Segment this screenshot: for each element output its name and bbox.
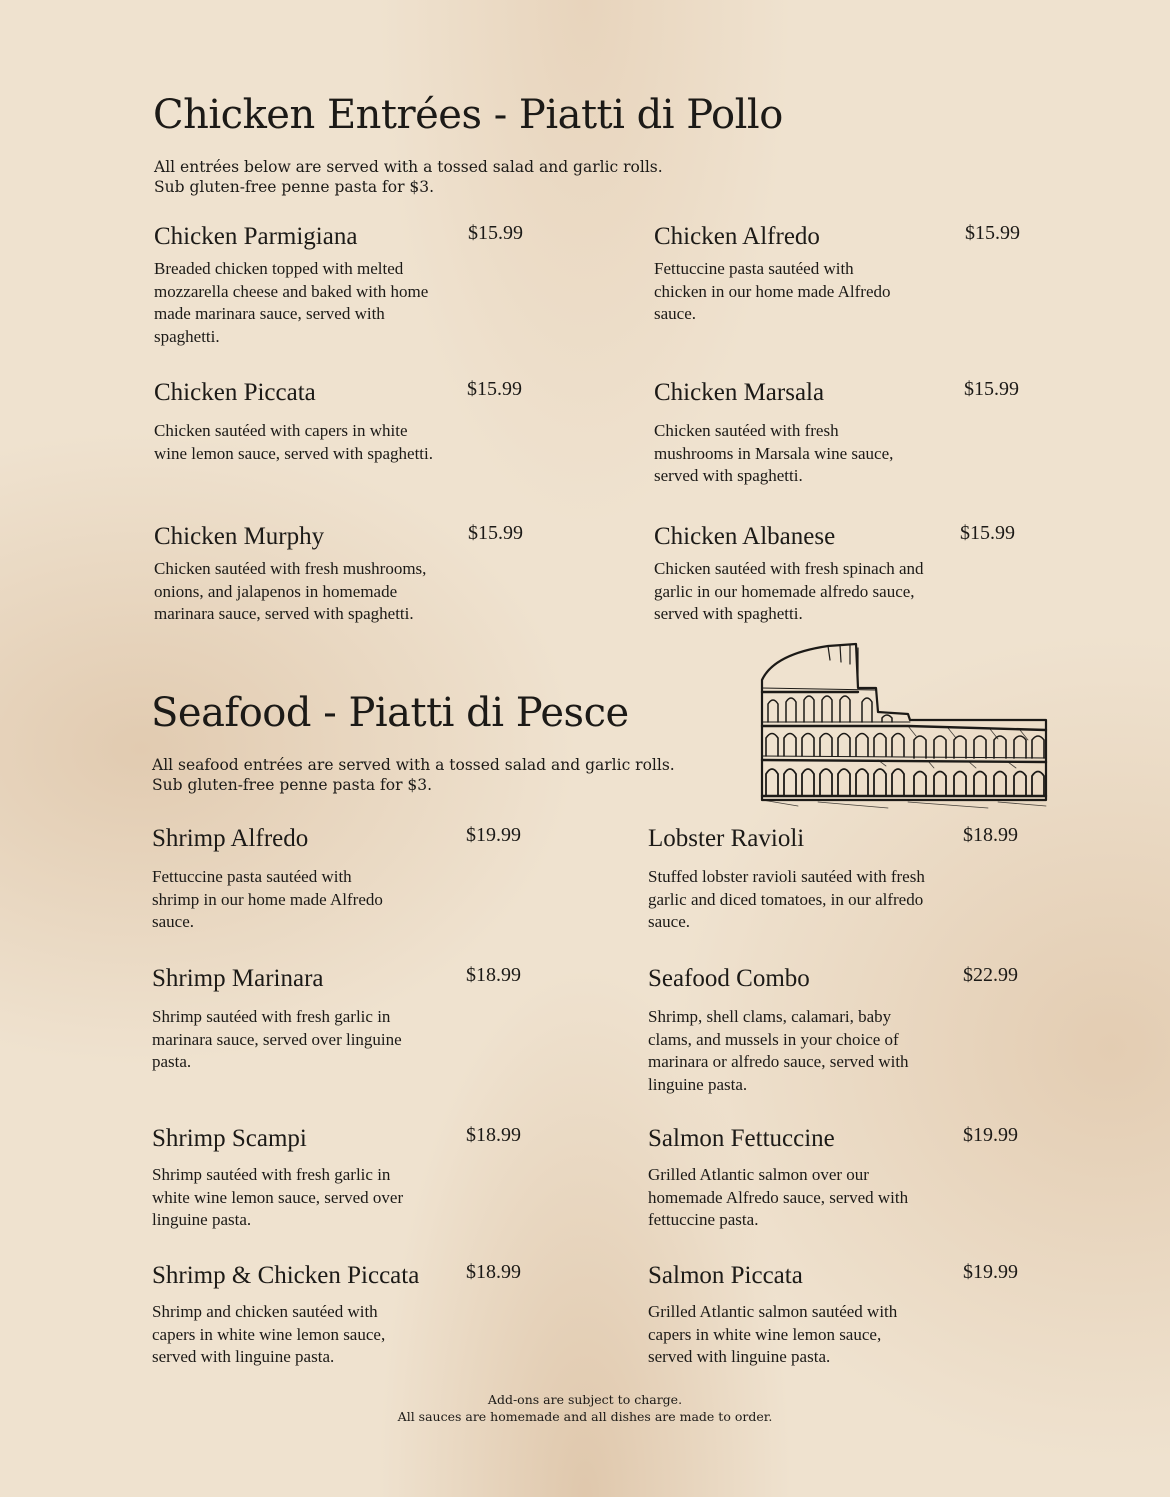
item-price: $18.99 [963, 824, 1018, 846]
item-description: Chicken sautéed with fresh spinach and garlic in our homemade alfredo sauce, served with spaghetti. [654, 559, 924, 623]
item-price: $19.99 [466, 824, 521, 846]
item-price: $15.99 [467, 378, 522, 400]
item-name: Seafood Combo [648, 965, 810, 992]
item-description: Chicken sautéed with capers in white wine lemon sauce, served with spaghetti. [154, 421, 434, 463]
item-description: Grilled Atlantic salmon over our homemade Alfredo sauce, served with fettuccine pasta. [648, 1165, 909, 1229]
item-description: Chicken sautéed with fresh mushrooms in Marsala wine sauce, served with spaghetti. [654, 421, 894, 485]
chicken-section-intro [154, 157, 663, 197]
item-description: Stuffed lobster ravioli sautéed with fresh garlic and diced tomatoes, in our alfredo sauce. [648, 867, 925, 931]
item-price: $19.99 [963, 1261, 1018, 1283]
seafood-intro-line2: Sub gluten-free penne pasta for $3. [152, 776, 433, 794]
item-description: Shrimp, shell clams, calamari, baby clams, and mussels in your choice of marinara or alfredo sauce, served with linguine pasta. [648, 1007, 909, 1094]
item-name: Chicken Piccata [154, 379, 316, 406]
item-price: $18.99 [466, 1261, 521, 1283]
item-name: Chicken Albanese [654, 523, 836, 550]
item-price: $19.99 [963, 1124, 1018, 1146]
item-name: Chicken Murphy [154, 523, 325, 550]
footer-line2: All sauces are homemade and all dishes are made to order. [397, 1409, 773, 1424]
item-price: $18.99 [466, 964, 521, 986]
chicken-intro-line2: Sub gluten-free penne pasta for $3. [154, 178, 435, 196]
item-name: Shrimp Alfredo [152, 825, 309, 852]
item-name: Lobster Ravioli [648, 825, 805, 852]
item-name: Shrimp Marinara [152, 965, 324, 992]
item-description: Shrimp sautéed with fresh garlic in marinara sauce, served over linguine pasta. [152, 1007, 402, 1071]
seafood-section-intro [152, 755, 675, 795]
item-description: Chicken sautéed with fresh mushrooms, onions, and jalapenos in homemade marinara sauce, served with spaghetti. [154, 559, 427, 623]
item-description: Fettuccine pasta sautéed with chicken in our home made Alfredo sauce. [654, 259, 891, 323]
item-description: Breaded chicken topped with melted mozzarella cheese and baked with home made marinara sauce, served with spaghetti. [154, 259, 429, 346]
item-description: Shrimp and chicken sautéed with capers in white wine lemon sauce, served with linguine pasta. [152, 1302, 386, 1366]
menu-footer [0, 1391, 1170, 1425]
item-price: $18.99 [466, 1124, 521, 1146]
item-price: $15.99 [964, 378, 1019, 400]
item-description: Fettuccine pasta sautéed with shrimp in our home made Alfredo sauce. [152, 867, 383, 931]
item-price: $15.99 [965, 222, 1020, 244]
seafood-intro-line1: All seafood entrées are served with a tossed salad and garlic rolls. [152, 756, 675, 774]
item-description: Grilled Atlantic salmon sautéed with capers in white wine lemon sauce, served with linguine pasta. [648, 1302, 898, 1366]
item-name: Chicken Alfredo [654, 223, 820, 250]
item-description: Shrimp sautéed with fresh garlic in white wine lemon sauce, served over linguine pasta. [152, 1165, 404, 1229]
chicken-section-title: Chicken Entrées - Piatti di Pollo [153, 92, 783, 138]
item-name: Chicken Marsala [654, 379, 825, 406]
item-name: Chicken Parmigiana [154, 223, 358, 250]
chicken-intro-line1: All entrées below are served with a tossed salad and garlic rolls. [154, 158, 663, 176]
footer-line1: Add-ons are subject to charge. [487, 1392, 683, 1407]
item-name: Shrimp Scampi [152, 1125, 307, 1152]
item-price: $15.99 [468, 222, 523, 244]
item-price: $15.99 [468, 522, 523, 544]
item-name: Salmon Piccata [648, 1262, 803, 1289]
item-price: $22.99 [963, 964, 1018, 986]
item-price: $15.99 [960, 522, 1015, 544]
item-name: Shrimp & Chicken Piccata [152, 1262, 420, 1289]
item-name: Salmon Fettuccine [648, 1125, 835, 1152]
colosseum-icon [758, 640, 1050, 810]
seafood-section-title: Seafood - Piatti di Pesce [151, 690, 629, 736]
